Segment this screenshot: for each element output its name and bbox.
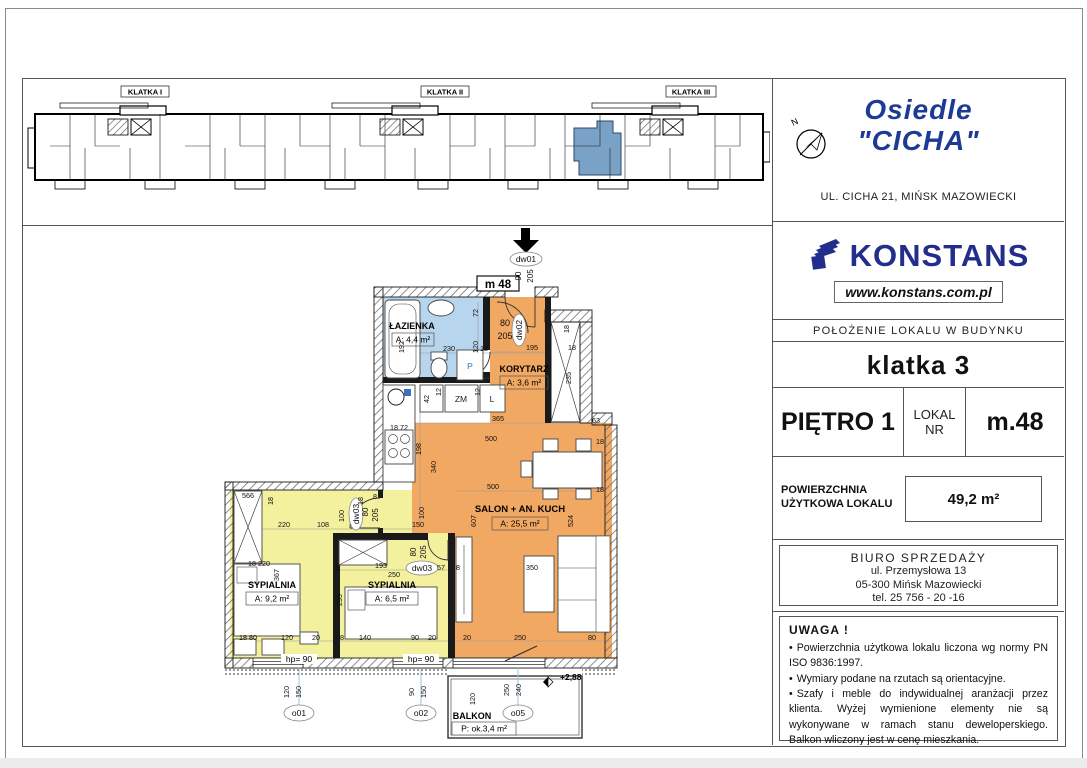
unit-number: m.48 [986,407,1044,436]
entrance-width: 90 [514,271,523,281]
door-tag-dw01: dw01 [515,254,537,264]
dimension-label: 192 [397,341,406,353]
sales-office-address2: 05-300 Mińsk Mazowiecki [855,578,982,591]
dimension-label: 150 [294,686,303,698]
door-height: 205 [371,508,380,522]
room-area-korytarz: A: 3,6 m² [506,377,542,388]
developer-section [773,222,1064,320]
room-label-lazienka: ŁAZIENKA [389,321,435,331]
website-link[interactable]: www.konstans.com.pl [834,281,1003,303]
dimension-label: 80 [588,633,596,642]
dimension-label: 100 [337,510,346,522]
floor-label: PIĘTRO 1 [773,388,904,456]
lokal-label-line1: LOKAL [913,407,956,422]
project-title-line2: "CICHA" [857,125,980,156]
dimension-label: 18 72 [390,423,408,432]
dimension-label: 18 80 [239,633,257,642]
lokal-nr-label [904,388,966,456]
dimension-label: 100 [417,507,426,519]
dimension-label: 108 [317,520,329,529]
dimension-label: 150 [419,686,428,698]
note-text: Wymiary podane na rzutach są orientacyjne. [796,672,1006,685]
room-label-salon: SALON + AN. KUCH [474,504,566,515]
door-tag-dw03: dw03 [351,503,361,525]
area-section [773,457,1064,540]
klatka1-label: KLATKA I [127,87,163,97]
sales-office-box [779,545,1058,606]
klatka2-label: KLATKA II [426,87,464,97]
room-area-sypialnia1: A: 9,2 m² [254,593,290,604]
window-tag-o02: o02 [413,708,429,718]
dimension-label: 259 [335,594,344,606]
area-label-line2: UŻYTKOWA LOKALU [781,498,893,510]
lokal-label-line2: NR [925,422,944,437]
dimension-label: 120 [282,686,291,698]
chair [576,489,591,499]
dimension-label: 42 [422,395,431,403]
chair [543,489,558,499]
door-tag-dw02: dw02 [514,319,524,341]
door-tag-dw03: dw03 [411,563,433,573]
dimension-label: 350 [526,563,538,572]
chair [576,439,591,451]
room-label-sypialnia1: SYPIALNIA [247,580,297,590]
dimension-label: 120 [471,341,480,353]
door-width: 80 [361,507,370,517]
dimension-label: 367 [272,569,281,581]
chair [521,461,532,477]
chair [543,439,558,451]
kitchen-sink [388,389,404,405]
dimension-label: 18 [356,497,365,505]
area-value-box: 49,2 m² [905,476,1042,522]
sales-office-title: BIURO SPRZEDAŻY [850,551,987,565]
dimension-label: 18 [562,325,571,333]
room-area-sypialnia2: A: 6,5 m² [374,593,410,604]
dimension-label: 72 [471,309,480,317]
dimension-label: 20 [428,633,436,642]
dimension-label: 240 [514,684,523,696]
page-edge [0,758,1087,768]
note-text: Powierzchnia użytkowa lokalu liczona wg normy PN ISO 9836:1997. [789,642,1048,670]
dining-table [533,452,602,488]
room-label-sypialnia2: SYPIALNIA [367,580,417,590]
room-label-korytarz: KORYTARZ [499,364,549,374]
info-panel [772,78,1064,745]
room-area-salon: A: 25,5 m² [500,518,540,529]
dimension-label: 57 [437,563,445,572]
dimension-label: 250 [514,633,526,642]
floor-unit-row [773,388,1064,457]
area-label [781,483,892,511]
dimension-label: 500 [485,434,497,443]
sales-office-phone: tel. 25 756 - 20 -16 [872,592,965,604]
elevation-value: +2,88 [560,672,582,682]
door-width: 80 [409,547,418,557]
dimension-label: 12 [473,388,482,396]
room-area-balkon: P: ok.3,4 m² [461,723,507,734]
building-overview-plan [22,78,770,225]
dimension-label: 607 [469,515,478,527]
insulation-band [225,668,448,675]
dimension-label: 235 [564,372,573,384]
apartment-floor-plan [215,225,675,755]
note-text: Szafy i meble do indywidualnej aranżacji przez klienta. Wyżej wymienione elementy nie są wykonywane w ramach stanu deweloperskiego. Balkon wliczony jest w cenę mieszkania. [789,688,1048,745]
project-header-section [773,78,1064,222]
dimension-label: 18 [596,485,604,494]
dimension-label: 18 [568,343,576,352]
room-area-lazienka: A: 4,4 m² [395,334,431,345]
north-arrow-icon [787,114,831,164]
dimension-label: 18 220 [248,559,270,568]
appliance-l-label: L [489,394,495,404]
door-width: 80 [499,318,511,328]
insulation-band [582,668,617,675]
dimension-label: 524 [566,515,575,527]
dimension-label: 8 [340,633,344,642]
dimension-label: 20 [463,633,471,642]
ventilation-shaft [551,322,580,422]
dimension-label: 220 [278,520,290,529]
dimension-label: 120 [281,633,293,642]
dimension-label: 63 [592,416,600,425]
entrance-arrow-icon [513,228,539,253]
dimension-label: 198 [414,443,423,455]
building-balconies [55,180,718,189]
window-tag-o05: o05 [510,708,526,718]
parapet-height-label: hp= 90 [407,654,435,664]
staircase-label: klatka 3 [773,342,1064,388]
dimension-label: 18 [596,437,604,446]
note-item: • Szafy i meble do indywidualnej aranżacji przez klienta. Wyżej wymienione elementy nie są wykonywane w ramach stanu deweloperskiego. Balkon wliczony jest w cenę mieszkania. [789,688,1048,745]
room-label-balkon: BALKON [452,711,492,721]
area-label-line1: POWIERZCHNIA [781,484,868,496]
unit-tag: m 48 [484,279,512,291]
klatka3-label: KLATKA III [671,87,711,97]
dimension-label: 8 [373,492,377,501]
dimension-label: 90 [411,633,419,642]
dimension-label: 250 [388,570,400,579]
door-height: 205 [497,331,513,341]
dimension-label: 365 [492,414,504,423]
dimension-label: 20 [312,633,320,642]
balcony-door-window-o05 [453,658,545,668]
dimension-label: 193 [375,561,387,570]
dimension-label: 566 [242,491,254,500]
note-item: • Wymiary podane na rzutach są orientacyjne. [789,672,1006,685]
svg-text:N: N [789,116,800,128]
brand-name: KONSTANS [849,238,1030,273]
sales-office-address1: ul. Przemysłowa 13 [870,565,967,577]
appliance-p-label: P [467,361,473,371]
dimension-label: 90 [407,688,416,696]
window-tag-o01: o01 [291,708,307,718]
dimension-label: 120 [468,693,477,705]
entrance-height: 205 [526,269,535,283]
parapet-height-label: hp= 90 [285,654,313,664]
dimension-label: 230 [443,344,455,353]
project-title-line1: Osiedle [864,94,973,125]
dimension-label: 8 [336,563,340,572]
konstans-logo-icon [808,238,844,274]
pillow [348,590,365,610]
notes-section [773,612,1064,745]
dimension-label: 250 [502,684,511,696]
dimension-label: 12 [480,344,488,353]
dimension-label: 340 [429,461,438,473]
dimension-label: 12 [434,388,443,396]
dimension-label: 8 [456,563,460,572]
dimension-label: 195 [526,343,538,352]
note-item: • Powierzchnia użytkowa lokalu liczona wg normy PN ISO 9836:1997. [789,642,1048,670]
door-height: 205 [419,545,428,559]
dimension-label: 500 [487,482,499,491]
appliance-zm-label: ZM [454,394,468,404]
tap-icon [404,389,411,396]
dimension-label: 140 [359,633,371,642]
dimension-label: 18 [266,497,275,505]
project-address: UL. CICHA 21, MIŃSK MAZOWIECKI [820,191,1017,203]
dimension-label: 150 [412,520,424,529]
bathroom-sink [428,300,454,316]
stove [385,430,413,464]
sales-office-section [773,540,1064,612]
location-header: POŁOŻENIE LOKALU W BUDYNKU [773,320,1064,342]
notes-title: UWAGA ! [789,623,849,637]
notes-box [779,616,1058,745]
